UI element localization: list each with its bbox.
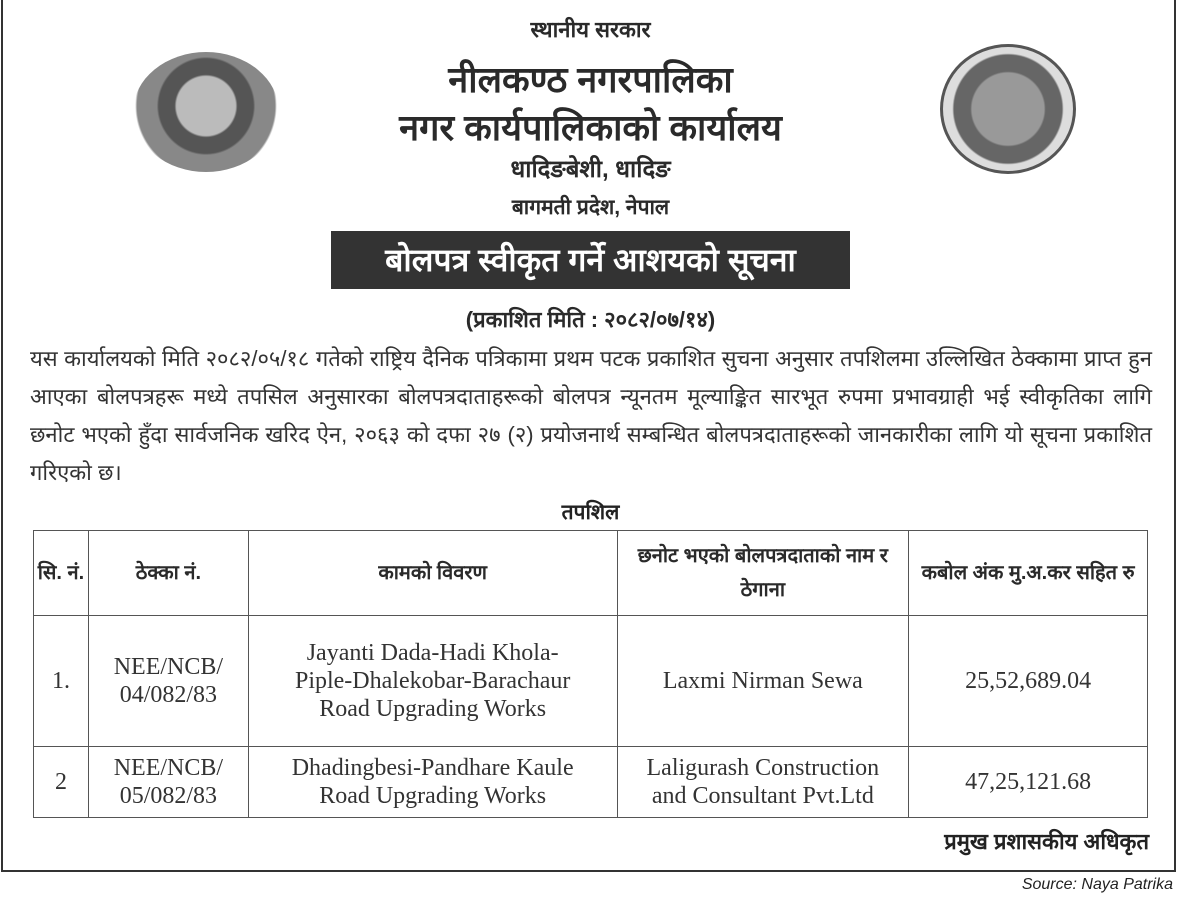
signatory: प्रमुख प्रशासकीय अधिकृत — [944, 829, 1149, 854]
table-caption: तपशिल — [561, 501, 620, 524]
cell-contract-no: NEE/NCB/ 05/082/83 — [88, 747, 248, 818]
header-contract-no: ठेक्का नं. — [88, 531, 248, 616]
table-row — [34, 747, 1148, 818]
notice-paragraph: यस कार्यालयको मिति २०८२/०५/१८ गतेको राष्ट्रिय दैनिक पत्रिकामा प्रथम पटक प्रकाशित सुचना अनुसार तपशिलमा उल्लिखित ठेक्कामा प्राप्त हुन आएका बोलपत्रहरू मध्ये तपसिल अनुसारका बोलपत्रदाताहरूको बोलपत्र न्यूनतम मूल्याङ्कित सारभूत रुपमा प्रभावग्राही भई स्वीकृतिका लागि छनोट भएको हुँदा सार्वजनिक खरिद ऐन, २०६३ को दफा २७ (२) प्रयोजनार्थ सम्बन्धित बोलपत्रदाताहरूको जानकारीका लागि यो सूचना प्रकाशित गरिएको छ। — [30, 346, 1152, 485]
header-sn: सि. नं. — [34, 531, 89, 616]
cell-bidder: Laligurash Construction and Consultant Pvt.Ltd — [617, 747, 909, 818]
header-bidder: छनोट भएको बोलपत्रदाताको नाम र ठेगाना — [617, 531, 909, 616]
table-header-row — [34, 531, 1148, 616]
cell-work-description: Jayanti Dada-Hadi Khola-Piple-Dhalekobar-Barachaur Road Upgrading Works — [248, 616, 617, 747]
header-work-description: कामको विवरण — [248, 531, 617, 616]
bid-table — [33, 530, 1148, 818]
municipality-name: नीलकण्ठ नगरपालिका — [448, 59, 733, 100]
location: धादिङबेशी, धादिङ — [510, 156, 671, 183]
published-date: (प्रकाशित मिति : २०८२/०७/१४) — [465, 307, 716, 332]
cell-bid-amount: 25,52,689.04 — [909, 616, 1148, 747]
cell-bid-amount: 47,25,121.68 — [909, 747, 1148, 818]
cell-bidder: Laxmi Nirman Sewa — [617, 616, 909, 747]
province: बागमती प्रदेश, नेपाल — [511, 196, 670, 219]
cell-sn: 2 — [34, 747, 89, 818]
local-government-label: स्थानीय सरकार — [530, 17, 651, 42]
source-credit: Source: Naya Patrika — [1021, 876, 1173, 893]
cell-sn: 1. — [34, 616, 89, 747]
office-name: नगर कार्यपालिकाको कार्यालय — [399, 107, 782, 148]
cell-work-description: Dhadingbesi-Pandhare Kaule Road Upgrading Works — [248, 747, 617, 818]
table-row — [34, 616, 1148, 747]
header-bid-amount: कबोल अंक मु.अ.कर सहित रु — [909, 531, 1148, 616]
cell-contract-no: NEE/NCB/ 04/082/83 — [88, 616, 248, 747]
notice-title: बोलपत्र स्वीकृत गर्ने आशयको सूचना — [331, 231, 850, 289]
